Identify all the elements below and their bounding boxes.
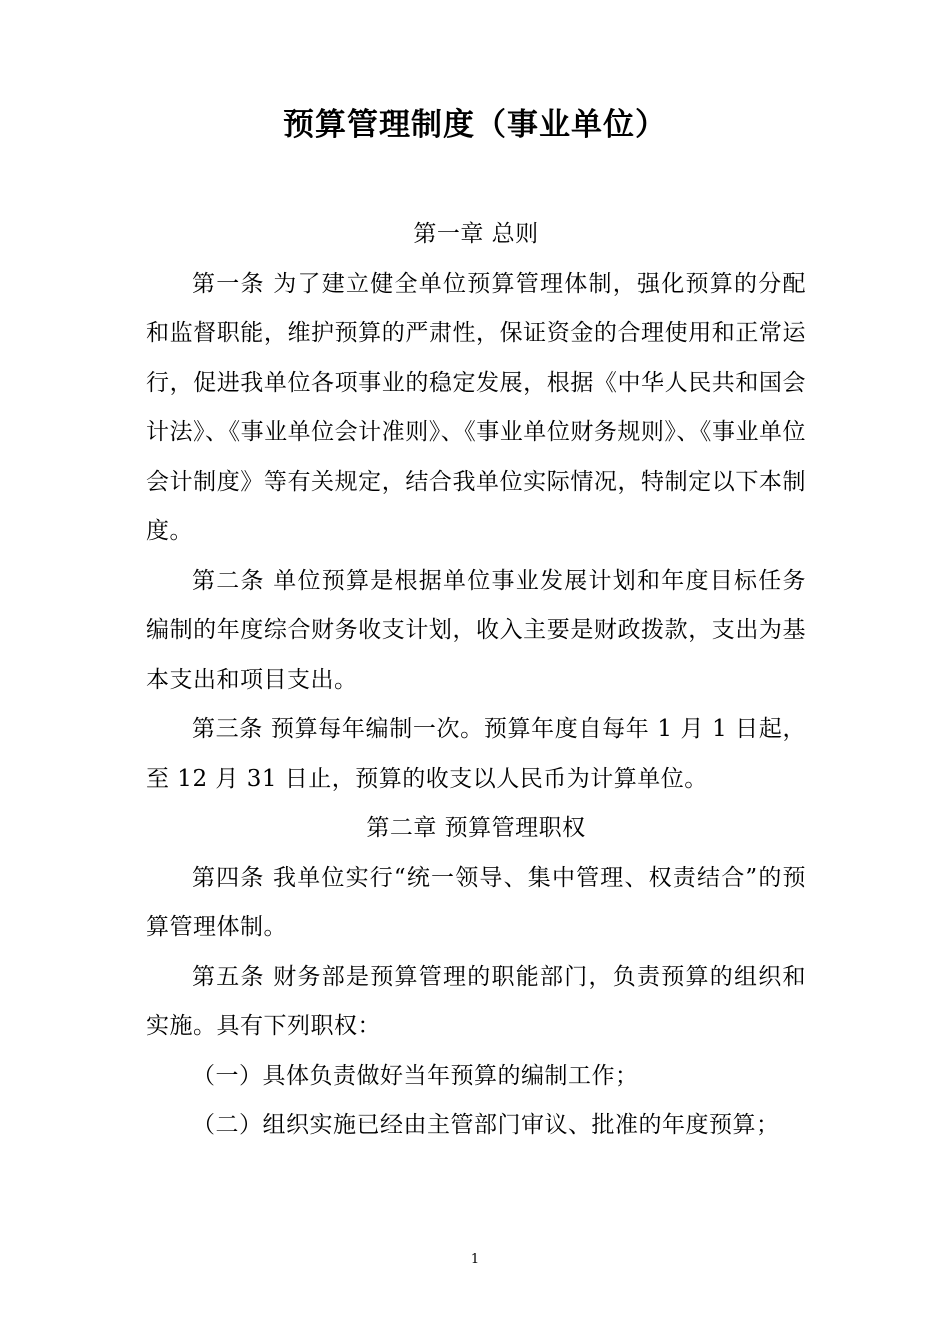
chapter-heading-1: 第一章 总则 xyxy=(413,221,539,247)
list-item-1: （一）具体负责做好当年预算的编制工作； xyxy=(192,1062,639,1089)
article-3: 第三条 预算每年编制一次。预算年度自每年 1 月 1 日起，至 12 月 31 日止，预算的收支以人民币为计算单位。 xyxy=(146,716,806,792)
article-1: 第一条 为了建立健全单位预算管理体制，强化预算的分配和监督职能，维护预算的严肃性，保证资金的合理使用和正常运行，促进我单位各项事业的稳定发展，根据《中华人民共和国会计法》、《事业单位会计准则》、《事业单位财务规则》、《事业单位会计制度》等有关规定，结合我单位实际情况，特制定以下本制度。 xyxy=(146,270,806,544)
article-5: 第五条 财务部是预算管理的职能部门，负责预算的组织和实施。具有下列职权： xyxy=(146,963,806,1039)
list-item-2: （二）组织实施已经由主管部门审议、批准的年度预算； xyxy=(192,1112,780,1138)
document-title: 预算管理制度（事业单位） xyxy=(283,107,667,143)
article-4: 第四条 我单位实行“统一领导、集中管理、权责结合”的预算管理体制。 xyxy=(146,864,806,940)
article-2: 第二条 单位预算是根据单位事业发展计划和年度目标任务编制的年度综合财务收支计划，收入主要是财政拨款，支出为基本支出和项目支出。 xyxy=(146,567,806,693)
page-number: 1 xyxy=(470,1252,480,1267)
document-body xyxy=(146,210,806,1151)
chapter-heading-2: 第二章 预算管理职权 xyxy=(366,815,586,841)
